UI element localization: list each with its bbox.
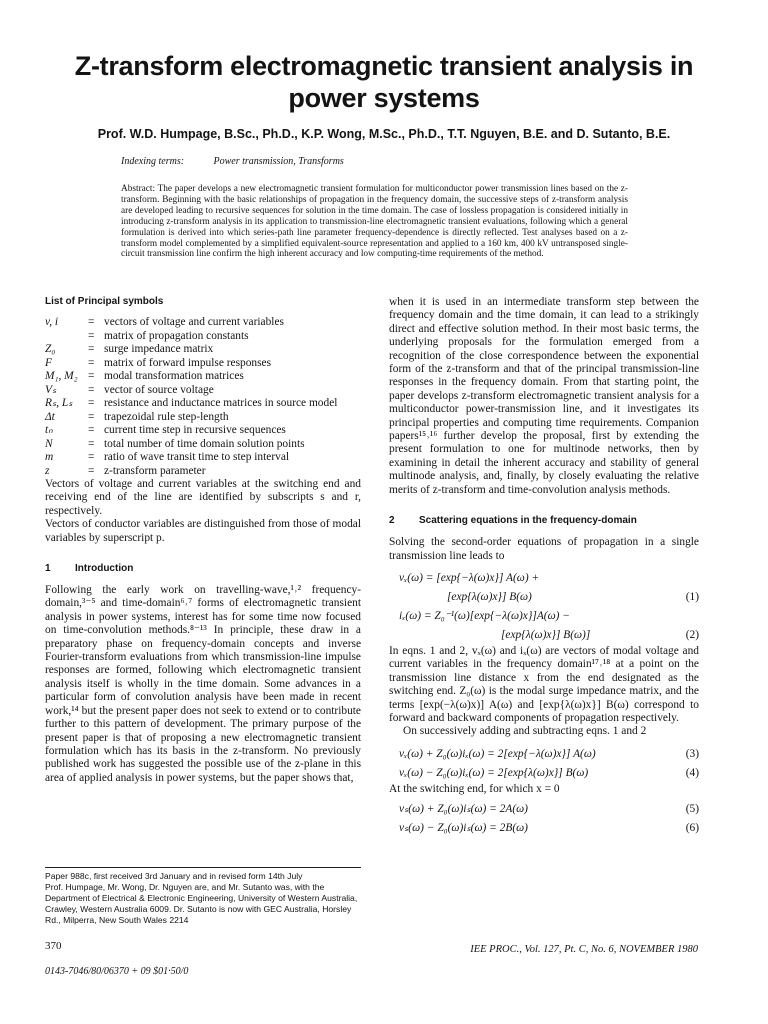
symbols-table — [45, 316, 361, 478]
symbol-row — [45, 451, 361, 465]
symbol-equals: = — [88, 451, 95, 463]
symbol-name: F — [45, 356, 52, 369]
symbol-name: M₁, M₂ — [45, 370, 78, 382]
symbol-equals: = — [88, 316, 95, 328]
symbol-name: Vₛ — [45, 383, 57, 396]
section-1-title: Introduction — [75, 563, 134, 575]
equation-2 — [389, 607, 699, 645]
equation-2-line-1: iₓ(ω) = Z₀⁻¹(ω)[exp{−λ(ω)x}]A(ω) − — [399, 609, 570, 622]
symbol-row — [45, 370, 361, 384]
symbol-description: current time step in recursive sequences — [104, 424, 286, 436]
footnote: Paper 988c, first received 3rd January and in revised form 14th July Prof. Humpage, Mr. Wong, Dr. Nguyen are, and Mr. Sutanto was, with the Department of Electrical & Electronic Engineering, University of Western Australia, Crawley, Western Australia 6009. Dr. Sutanto is now with GEC Australia, Horsley Rd., Milperra, New South Wales 2214 — [45, 867, 361, 926]
symbol-equals: = — [88, 424, 95, 436]
equation-2-number: (2) — [685, 628, 699, 641]
symbol-equals: = — [88, 410, 95, 423]
equation-1-line-2: [exp{λ(ω)x}] B(ω) — [447, 590, 532, 603]
symbol-row — [45, 384, 361, 398]
equation-4-number: (4) — [685, 766, 699, 779]
equation-1-number: (1) — [685, 590, 699, 603]
section-1-number: 1 — [45, 563, 51, 575]
symbol-name: m — [45, 451, 54, 463]
equation-2-line-2: [exp{λ(ω)x}] B(ω)] — [501, 628, 591, 641]
section-2-number: 2 — [389, 515, 395, 527]
section-2-paragraph-2: On successively adding and subtracting eqns. 1 and 2 — [403, 725, 647, 738]
equation-5: vₛ(ω) + Z₀(ω)iₛ(ω) = 2A(ω) — [399, 803, 528, 816]
symbols-note-1: Vectors of voltage and current variables at the switching end and receiving end of the line are identified by subscripts s and r, respectively. — [45, 478, 361, 517]
symbol-row — [45, 438, 361, 452]
equation-4: vₓ(ω) − Z₀(ω)iₓ(ω) = 2[exp{λ(ω)x}] B(ω) — [399, 766, 589, 779]
symbol-description: resistance and inductance matrices in source model — [104, 397, 338, 409]
equation-1 — [389, 569, 699, 607]
symbol-row — [45, 330, 361, 344]
symbol-equals: = — [88, 343, 95, 355]
equation-5-number: (5) — [685, 803, 699, 816]
right-column — [389, 296, 699, 838]
indexing-terms — [121, 156, 344, 167]
abstract: Abstract: The paper develops a new electromagnetic transient formulation for multiconductor power transmission lines based on the z-transform. Beginning with the basic relationships of propagation in the frequency domain, the successive steps of z-transform analysis are developed leading to recursive sequences for solution in the time domain. The case of lossless propagation is considered initially in introducing z-transform analysis in its application to transmission-line electromagnetic transient evaluations, following which a general formulation is derived into which series-path line parameter frequency-dependence is directly reflected. Test analyses based on a z-transform model complemented by a simplified equivalent-source representation and applied to a 160 km, 400 kV untransposed single-circuit transmission line confirm the high inherent accuracy and low computing-time requirements of the method. — [121, 184, 628, 260]
symbol-description: total number of time domain solution points — [104, 437, 305, 450]
section-1-heading — [45, 563, 361, 574]
page-number: 370 — [45, 940, 62, 952]
symbol-description: surge impedance matrix — [104, 343, 214, 355]
symbol-name: v, i — [45, 316, 59, 328]
symbol-description: vector of source voltage — [104, 383, 214, 396]
introduction-text: Following the early work on travelling-wave,¹˒² frequency-domain,³⁻⁵ and time-domain⁶˒⁷ forms of electromagnetic transient analysis in power systems, interest has for some time now focused on time-convolution methods.⁸⁻¹³ In principle, these draw in a preparatory phase on frequency-domain concepts and inverse Fourier-transform evaluations from which transmission-line impulse responses are formed, following which electromagnetic transient analysis itself is wholly in the time domain. Some advances in a particular form of convolution analysis have been made in recent work,¹⁴ but the present paper does not seek to extend or to contribute further to this pattern of development. The primary purpose of the present paper is that of proposing a new electromagnetic transient formulation which has its basis in the z-transform. No previously published work has suggested the possible use of the z-plane in this area of applied analysis in power systems, but the paper shows that, — [45, 584, 361, 784]
section-2-title: Scattering equations in the frequency-domain — [419, 515, 637, 527]
symbol-description: z-transform parameter — [104, 464, 206, 477]
symbol-name: z — [45, 464, 50, 477]
symbol-description: trapezoidal rule step-length — [104, 410, 229, 423]
symbol-row — [45, 357, 361, 371]
section-2-paragraph-3: At the switching end, for which x = 0 — [389, 782, 560, 795]
equations-5-6 — [389, 800, 699, 838]
symbol-equals: = — [88, 397, 95, 409]
symbol-row — [45, 397, 361, 411]
symbol-name — [45, 330, 88, 344]
symbol-equals: = — [88, 383, 95, 396]
symbol-equals: = — [88, 437, 95, 450]
paper-title: Z-transform electromagnetic transient analysis in power systems — [74, 51, 694, 113]
indexing-values: Power transmission, Transforms — [213, 156, 344, 167]
equation-3: vₓ(ω) + Z₀(ω)iₓ(ω) = 2[exp{−λ(ω)x}] A(ω) — [399, 747, 596, 760]
symbol-row — [45, 316, 361, 330]
symbol-description: vectors of voltage and current variables — [104, 316, 284, 328]
issn-line: 0143-7046/80/06370 + 09 $01·50/0 — [45, 966, 189, 977]
symbol-equals: = — [88, 329, 95, 342]
symbol-row — [45, 465, 361, 479]
symbol-description: matrix of forward impulse responses — [104, 356, 272, 369]
symbols-heading: List of Principal symbols — [45, 296, 164, 307]
symbol-row — [45, 343, 361, 357]
symbol-name: Z₀ — [45, 343, 56, 355]
symbol-equals: = — [88, 464, 95, 477]
equations-3-4 — [389, 745, 699, 783]
symbol-description: ratio of wave transit time to step interval — [104, 451, 290, 463]
symbol-name: tₙ — [45, 424, 53, 436]
author-list: Prof. W.D. Humpage, B.Sc., Ph.D., K.P. Wong, M.Sc., Ph.D., T.T. Nguyen, B.E. and D. Sutanto, B.E. — [97, 127, 671, 141]
equation-6: vₛ(ω) − Z₀(ω)iₛ(ω) = 2B(ω) — [399, 822, 528, 835]
equation-1-line-1: vₓ(ω) = [exp{−λ(ω)x}] A(ω) + — [399, 571, 540, 584]
section-2-paragraph-1: In eqns. 1 and 2, vₓ(ω) and iₓ(ω) are vectors of modal voltage and current variables in the frequency domain¹⁷˒¹⁸ at a point on the transmission line distance x from the end designated as the switching end. Z₀(ω) is the modal surge impedance matrix, and the terms [exp(−λ(ω)x)] A(ω) and [exp{λ(ω)x}] B(ω) correspond to forward and backward components of propagation respectively. — [389, 644, 699, 724]
symbol-equals: = — [88, 356, 95, 369]
symbol-description: modal transformation matrices — [104, 370, 244, 382]
equation-6-number: (6) — [685, 822, 699, 835]
symbol-row — [45, 424, 361, 438]
section-2-intro: Solving the second-order equations of propagation in a single transmission line leads to — [389, 536, 699, 562]
symbols-note-2: Vectors of conductor variables are distinguished from those of modal variables by superscript p. — [45, 518, 361, 544]
symbol-description: matrix of propagation constants — [104, 329, 249, 342]
left-column — [45, 296, 361, 785]
journal-reference: IEE PROC., Vol. 127, Pt. C, No. 6, NOVEMBER 1980 — [470, 944, 698, 955]
section-2-heading — [389, 515, 699, 526]
symbol-name: Rₛ, Lₛ — [45, 397, 73, 409]
equation-3-number: (3) — [685, 747, 699, 760]
indexing-label: Indexing terms: — [121, 156, 185, 167]
intro-continued-text: when it is used in an intermediate transform step between the frequency domain and the time domain, it can lead to a strikingly direct and effective solution method. In their most basic terms, the underlying proposals for the formulation emerged from a recognition of the close correspondence between the exponential form of the z-transform and that of the principal transmission-line responses in the frequency domain. From that starting point, the paper develops z-transform electromagnetic transient analysis for a multiconductor power-transmission line, and it investigates its principal properties and computing time requirements. Companion papers¹⁵˒¹⁶ further develop the proposal, first by extending the present formulation to one for multinode networks, then by examining in detail the inherent accuracy and stability of general multinode analysis, and, finally, by closely evaluating the relative merits of z-transform and time-convolution analysis methods. — [389, 296, 699, 496]
symbol-equals: = — [88, 370, 95, 382]
symbol-name: Δt — [45, 410, 55, 423]
symbol-name: N — [45, 437, 53, 450]
symbol-row — [45, 411, 361, 425]
